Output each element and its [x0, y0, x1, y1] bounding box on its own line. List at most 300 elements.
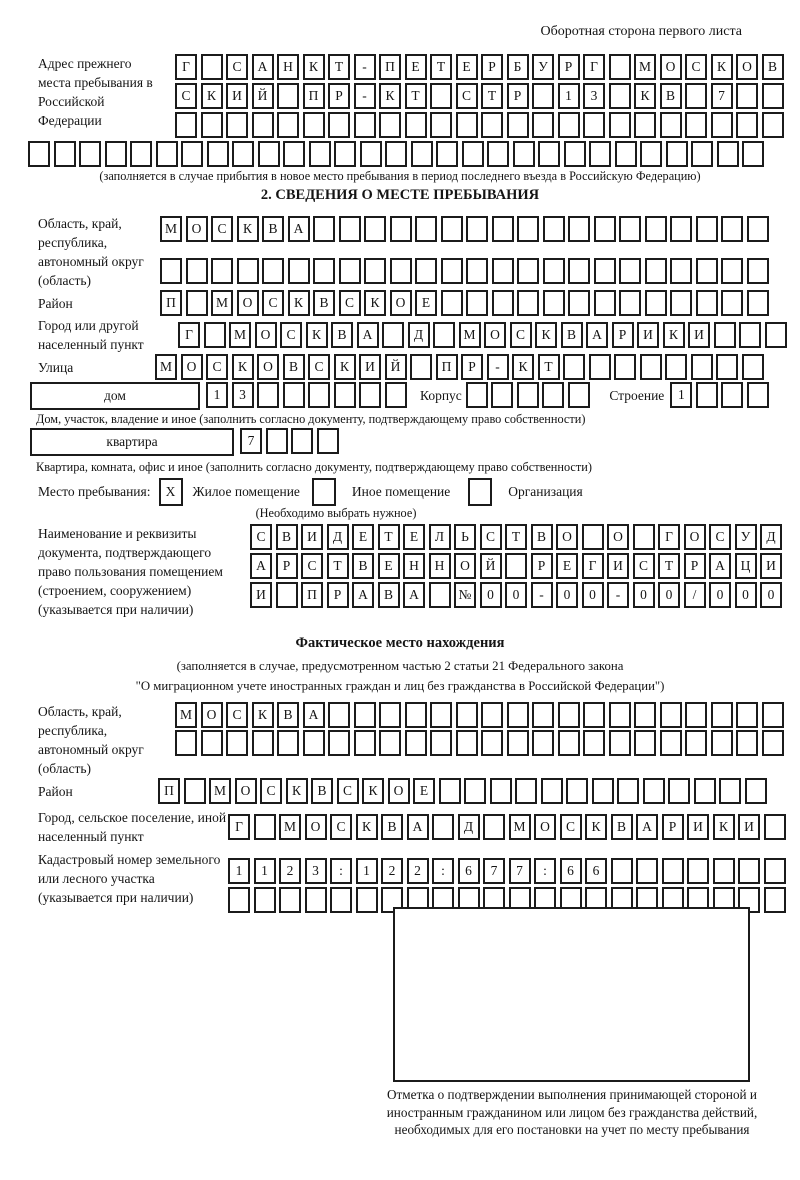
- char-box[interactable]: [254, 814, 276, 840]
- char-box[interactable]: К: [663, 322, 685, 348]
- organization-checkbox[interactable]: [468, 478, 492, 506]
- char-box[interactable]: [354, 702, 376, 728]
- char-box[interactable]: Д: [327, 524, 349, 550]
- char-box[interactable]: М: [175, 702, 197, 728]
- char-box[interactable]: Г: [178, 322, 200, 348]
- char-box[interactable]: М: [509, 814, 531, 840]
- char-box[interactable]: [609, 730, 631, 756]
- char-box[interactable]: О: [607, 524, 629, 550]
- char-box[interactable]: [483, 814, 505, 840]
- char-box[interactable]: М: [279, 814, 301, 840]
- char-box[interactable]: [668, 778, 690, 804]
- char-box[interactable]: М: [211, 290, 233, 316]
- char-box[interactable]: [466, 382, 488, 408]
- char-box[interactable]: [614, 354, 636, 380]
- other-premises-checkbox[interactable]: [312, 478, 336, 506]
- char-box[interactable]: [747, 216, 769, 242]
- char-box[interactable]: [633, 524, 655, 550]
- char-box[interactable]: [736, 112, 758, 138]
- char-box[interactable]: Р: [662, 814, 684, 840]
- char-box[interactable]: С: [685, 54, 707, 80]
- char-box[interactable]: [764, 858, 786, 884]
- char-box[interactable]: [762, 702, 784, 728]
- char-box[interactable]: [481, 702, 503, 728]
- char-box[interactable]: [594, 290, 616, 316]
- char-box[interactable]: [252, 112, 274, 138]
- char-box[interactable]: 1: [670, 382, 692, 408]
- char-box[interactable]: [492, 290, 514, 316]
- char-box[interactable]: П: [158, 778, 180, 804]
- char-box[interactable]: [738, 858, 760, 884]
- char-box[interactable]: [713, 858, 735, 884]
- char-box[interactable]: 1: [254, 858, 276, 884]
- char-box[interactable]: А: [352, 582, 374, 608]
- char-box[interactable]: [764, 887, 786, 913]
- char-box[interactable]: 0: [735, 582, 757, 608]
- char-box[interactable]: К: [232, 354, 254, 380]
- char-box[interactable]: [359, 382, 381, 408]
- char-box[interactable]: 6: [560, 858, 582, 884]
- char-box[interactable]: Ц: [735, 553, 757, 579]
- char-box[interactable]: [611, 858, 633, 884]
- char-box[interactable]: [589, 354, 611, 380]
- char-box[interactable]: [583, 730, 605, 756]
- char-box[interactable]: Е: [352, 524, 374, 550]
- char-box[interactable]: Т: [430, 54, 452, 80]
- char-box[interactable]: [390, 258, 412, 284]
- char-box[interactable]: С: [226, 702, 248, 728]
- char-box[interactable]: И: [226, 83, 248, 109]
- char-box[interactable]: [382, 322, 404, 348]
- char-box[interactable]: [339, 216, 361, 242]
- char-box[interactable]: К: [634, 83, 656, 109]
- char-box[interactable]: [517, 290, 539, 316]
- char-box[interactable]: 1: [558, 83, 580, 109]
- char-box[interactable]: [609, 83, 631, 109]
- char-box[interactable]: [517, 382, 539, 408]
- char-box[interactable]: Г: [175, 54, 197, 80]
- char-box[interactable]: [415, 258, 437, 284]
- char-box[interactable]: В: [660, 83, 682, 109]
- char-box[interactable]: [201, 54, 223, 80]
- char-box[interactable]: [462, 141, 484, 167]
- char-box[interactable]: [662, 858, 684, 884]
- char-box[interactable]: Е: [413, 778, 435, 804]
- char-box[interactable]: С: [260, 778, 282, 804]
- char-box[interactable]: [691, 354, 713, 380]
- char-box[interactable]: [491, 382, 513, 408]
- char-box[interactable]: В: [381, 814, 403, 840]
- char-box[interactable]: [385, 141, 407, 167]
- char-box[interactable]: С: [330, 814, 352, 840]
- char-box[interactable]: П: [436, 354, 458, 380]
- char-box[interactable]: [354, 730, 376, 756]
- char-box[interactable]: Г: [583, 54, 605, 80]
- char-box[interactable]: 0: [658, 582, 680, 608]
- char-box[interactable]: [226, 730, 248, 756]
- char-box[interactable]: И: [688, 322, 710, 348]
- char-box[interactable]: У: [735, 524, 757, 550]
- char-box[interactable]: Т: [327, 553, 349, 579]
- char-box[interactable]: [609, 112, 631, 138]
- char-box[interactable]: [619, 258, 641, 284]
- char-box[interactable]: [390, 216, 412, 242]
- char-box[interactable]: С: [211, 216, 233, 242]
- char-box[interactable]: [736, 83, 758, 109]
- char-box[interactable]: Н: [429, 553, 451, 579]
- char-box[interactable]: [583, 112, 605, 138]
- char-box[interactable]: [721, 216, 743, 242]
- char-box[interactable]: [156, 141, 178, 167]
- char-box[interactable]: К: [303, 54, 325, 80]
- char-box[interactable]: [685, 730, 707, 756]
- char-box[interactable]: И: [637, 322, 659, 348]
- char-box[interactable]: 0: [480, 582, 502, 608]
- char-box[interactable]: [617, 778, 639, 804]
- char-box[interactable]: [721, 382, 743, 408]
- char-box[interactable]: К: [364, 290, 386, 316]
- char-box[interactable]: Р: [327, 582, 349, 608]
- char-box[interactable]: О: [736, 54, 758, 80]
- char-box[interactable]: Й: [480, 553, 502, 579]
- char-box[interactable]: Р: [328, 83, 350, 109]
- char-box[interactable]: [54, 141, 76, 167]
- char-box[interactable]: О: [684, 524, 706, 550]
- char-box[interactable]: [313, 216, 335, 242]
- char-box[interactable]: 0: [505, 582, 527, 608]
- char-box[interactable]: [385, 382, 407, 408]
- char-box[interactable]: О: [534, 814, 556, 840]
- char-box[interactable]: О: [255, 322, 277, 348]
- char-box[interactable]: О: [237, 290, 259, 316]
- char-box[interactable]: -: [531, 582, 553, 608]
- char-box[interactable]: У: [532, 54, 554, 80]
- residential-checkbox[interactable]: X: [159, 478, 183, 506]
- char-box[interactable]: [592, 778, 614, 804]
- char-box[interactable]: 1: [206, 382, 228, 408]
- char-box[interactable]: В: [531, 524, 553, 550]
- char-box[interactable]: [736, 730, 758, 756]
- char-box[interactable]: А: [357, 322, 379, 348]
- char-box[interactable]: [277, 112, 299, 138]
- char-box[interactable]: [283, 141, 305, 167]
- char-box[interactable]: Д: [760, 524, 782, 550]
- char-box[interactable]: О: [484, 322, 506, 348]
- char-box[interactable]: :: [534, 858, 556, 884]
- char-box[interactable]: [277, 83, 299, 109]
- char-box[interactable]: [665, 354, 687, 380]
- char-box[interactable]: [594, 258, 616, 284]
- char-box[interactable]: [354, 112, 376, 138]
- char-box[interactable]: [313, 258, 335, 284]
- char-box[interactable]: О: [201, 702, 223, 728]
- char-box[interactable]: 3: [232, 382, 254, 408]
- char-box[interactable]: [257, 382, 279, 408]
- char-box[interactable]: В: [276, 524, 298, 550]
- char-box[interactable]: [507, 702, 529, 728]
- char-box[interactable]: Т: [481, 83, 503, 109]
- char-box[interactable]: В: [283, 354, 305, 380]
- char-box[interactable]: [666, 141, 688, 167]
- char-box[interactable]: В: [262, 216, 284, 242]
- char-box[interactable]: [279, 887, 301, 913]
- char-box[interactable]: [105, 141, 127, 167]
- char-box[interactable]: Р: [276, 553, 298, 579]
- char-box[interactable]: Е: [405, 54, 427, 80]
- char-box[interactable]: А: [250, 553, 272, 579]
- char-box[interactable]: [515, 778, 537, 804]
- char-box[interactable]: П: [303, 83, 325, 109]
- char-box[interactable]: К: [512, 354, 534, 380]
- char-box[interactable]: С: [262, 290, 284, 316]
- char-box[interactable]: [201, 112, 223, 138]
- char-box[interactable]: [481, 730, 503, 756]
- char-box[interactable]: Л: [429, 524, 451, 550]
- char-box[interactable]: [441, 216, 463, 242]
- char-box[interactable]: [670, 290, 692, 316]
- char-box[interactable]: [405, 730, 427, 756]
- char-box[interactable]: [415, 216, 437, 242]
- char-box[interactable]: К: [356, 814, 378, 840]
- char-box[interactable]: П: [160, 290, 182, 316]
- char-box[interactable]: [466, 258, 488, 284]
- char-box[interactable]: [645, 290, 667, 316]
- char-box[interactable]: Г: [658, 524, 680, 550]
- char-box[interactable]: Р: [481, 54, 503, 80]
- char-box[interactable]: В: [561, 322, 583, 348]
- char-box[interactable]: [507, 112, 529, 138]
- char-box[interactable]: С: [175, 83, 197, 109]
- char-box[interactable]: [430, 112, 452, 138]
- char-box[interactable]: [186, 258, 208, 284]
- char-box[interactable]: К: [286, 778, 308, 804]
- char-box[interactable]: [762, 112, 784, 138]
- char-box[interactable]: [429, 582, 451, 608]
- char-box[interactable]: -: [354, 83, 376, 109]
- char-box[interactable]: Р: [531, 553, 553, 579]
- char-box[interactable]: [745, 778, 767, 804]
- char-box[interactable]: Р: [612, 322, 634, 348]
- char-box[interactable]: В: [331, 322, 353, 348]
- char-box[interactable]: [582, 524, 604, 550]
- char-box[interactable]: [305, 887, 327, 913]
- char-box[interactable]: [643, 778, 665, 804]
- char-box[interactable]: [513, 141, 535, 167]
- char-box[interactable]: А: [288, 216, 310, 242]
- char-box[interactable]: [716, 354, 738, 380]
- char-box[interactable]: [262, 258, 284, 284]
- char-box[interactable]: [532, 702, 554, 728]
- char-box[interactable]: 6: [585, 858, 607, 884]
- char-box[interactable]: -: [354, 54, 376, 80]
- char-box[interactable]: Р: [507, 83, 529, 109]
- char-box[interactable]: [410, 354, 432, 380]
- char-box[interactable]: 6: [458, 858, 480, 884]
- char-box[interactable]: И: [359, 354, 381, 380]
- char-box[interactable]: А: [252, 54, 274, 80]
- char-box[interactable]: Р: [461, 354, 483, 380]
- char-box[interactable]: [303, 730, 325, 756]
- char-box[interactable]: [379, 702, 401, 728]
- char-box[interactable]: [542, 382, 564, 408]
- char-box[interactable]: [439, 778, 461, 804]
- char-box[interactable]: [685, 83, 707, 109]
- char-box[interactable]: [568, 216, 590, 242]
- char-box[interactable]: [532, 112, 554, 138]
- char-box[interactable]: С: [480, 524, 502, 550]
- char-box[interactable]: [543, 258, 565, 284]
- char-box[interactable]: [226, 112, 248, 138]
- char-box[interactable]: О: [305, 814, 327, 840]
- char-box[interactable]: Т: [405, 83, 427, 109]
- char-box[interactable]: В: [277, 702, 299, 728]
- char-box[interactable]: 3: [583, 83, 605, 109]
- char-box[interactable]: С: [308, 354, 330, 380]
- char-box[interactable]: В: [352, 553, 374, 579]
- char-box[interactable]: К: [379, 83, 401, 109]
- char-box[interactable]: [211, 258, 233, 284]
- char-box[interactable]: И: [760, 553, 782, 579]
- char-box[interactable]: 7: [509, 858, 531, 884]
- char-box[interactable]: О: [556, 524, 578, 550]
- char-box[interactable]: [589, 141, 611, 167]
- char-box[interactable]: 2: [381, 858, 403, 884]
- char-box[interactable]: [747, 382, 769, 408]
- char-box[interactable]: [762, 730, 784, 756]
- char-box[interactable]: М: [155, 354, 177, 380]
- char-box[interactable]: [436, 141, 458, 167]
- char-box[interactable]: К: [713, 814, 735, 840]
- char-box[interactable]: П: [379, 54, 401, 80]
- char-box[interactable]: О: [181, 354, 203, 380]
- char-box[interactable]: [492, 216, 514, 242]
- char-box[interactable]: [175, 112, 197, 138]
- char-box[interactable]: И: [250, 582, 272, 608]
- char-box[interactable]: Т: [378, 524, 400, 550]
- char-box[interactable]: 2: [279, 858, 301, 884]
- char-box[interactable]: [339, 258, 361, 284]
- char-box[interactable]: [379, 730, 401, 756]
- char-box[interactable]: И: [687, 814, 709, 840]
- char-box[interactable]: [619, 290, 641, 316]
- char-box[interactable]: [660, 112, 682, 138]
- char-box[interactable]: [430, 83, 452, 109]
- char-box[interactable]: [532, 83, 554, 109]
- char-box[interactable]: [456, 730, 478, 756]
- char-box[interactable]: Ь: [454, 524, 476, 550]
- char-box[interactable]: Т: [658, 553, 680, 579]
- char-box[interactable]: [615, 141, 637, 167]
- char-box[interactable]: [640, 354, 662, 380]
- char-box[interactable]: [277, 730, 299, 756]
- char-box[interactable]: С: [206, 354, 228, 380]
- char-box[interactable]: :: [432, 858, 454, 884]
- char-box[interactable]: 0: [760, 582, 782, 608]
- char-box[interactable]: [237, 258, 259, 284]
- char-box[interactable]: [645, 216, 667, 242]
- char-box[interactable]: С: [226, 54, 248, 80]
- char-box[interactable]: В: [611, 814, 633, 840]
- char-box[interactable]: [130, 141, 152, 167]
- char-box[interactable]: Н: [403, 553, 425, 579]
- char-box[interactable]: М: [459, 322, 481, 348]
- char-box[interactable]: [207, 141, 229, 167]
- char-box[interactable]: [266, 428, 288, 454]
- char-box[interactable]: 3: [305, 858, 327, 884]
- char-box[interactable]: 0: [633, 582, 655, 608]
- char-box[interactable]: И: [607, 553, 629, 579]
- char-box[interactable]: К: [306, 322, 328, 348]
- char-box[interactable]: К: [252, 702, 274, 728]
- char-box[interactable]: А: [709, 553, 731, 579]
- char-box[interactable]: [441, 258, 463, 284]
- char-box[interactable]: О: [454, 553, 476, 579]
- char-box[interactable]: [721, 258, 743, 284]
- char-box[interactable]: И: [738, 814, 760, 840]
- char-box[interactable]: [330, 887, 352, 913]
- char-box[interactable]: [258, 141, 280, 167]
- char-box[interactable]: [714, 322, 736, 348]
- char-box[interactable]: [356, 887, 378, 913]
- char-box[interactable]: Р: [558, 54, 580, 80]
- char-box[interactable]: 0: [709, 582, 731, 608]
- char-box[interactable]: [328, 112, 350, 138]
- char-box[interactable]: [691, 141, 713, 167]
- char-box[interactable]: [181, 141, 203, 167]
- char-box[interactable]: К: [201, 83, 223, 109]
- char-box[interactable]: [764, 814, 786, 840]
- char-box[interactable]: 7: [240, 428, 262, 454]
- char-box[interactable]: Б: [507, 54, 529, 80]
- char-box[interactable]: [711, 702, 733, 728]
- char-box[interactable]: [543, 216, 565, 242]
- char-box[interactable]: С: [337, 778, 359, 804]
- char-box[interactable]: [634, 112, 656, 138]
- char-box[interactable]: [517, 258, 539, 284]
- char-box[interactable]: [711, 730, 733, 756]
- char-box[interactable]: [405, 112, 427, 138]
- char-box[interactable]: [490, 778, 512, 804]
- char-box[interactable]: В: [378, 582, 400, 608]
- char-box[interactable]: [685, 112, 707, 138]
- char-box[interactable]: [441, 290, 463, 316]
- char-box[interactable]: [432, 814, 454, 840]
- char-box[interactable]: [466, 290, 488, 316]
- char-box[interactable]: С: [709, 524, 731, 550]
- char-box[interactable]: [736, 702, 758, 728]
- char-box[interactable]: [317, 428, 339, 454]
- char-box[interactable]: Т: [328, 54, 350, 80]
- char-box[interactable]: К: [334, 354, 356, 380]
- char-box[interactable]: 2: [407, 858, 429, 884]
- char-box[interactable]: [609, 702, 631, 728]
- char-box[interactable]: [283, 382, 305, 408]
- char-box[interactable]: [558, 112, 580, 138]
- char-box[interactable]: [175, 730, 197, 756]
- char-box[interactable]: [464, 778, 486, 804]
- char-box[interactable]: В: [311, 778, 333, 804]
- char-box[interactable]: А: [303, 702, 325, 728]
- char-box[interactable]: С: [560, 814, 582, 840]
- char-box[interactable]: [742, 141, 764, 167]
- char-box[interactable]: А: [407, 814, 429, 840]
- char-box[interactable]: Д: [408, 322, 430, 348]
- char-box[interactable]: М: [634, 54, 656, 80]
- char-box[interactable]: [583, 702, 605, 728]
- char-box[interactable]: /: [684, 582, 706, 608]
- char-box[interactable]: [364, 216, 386, 242]
- char-box[interactable]: [201, 730, 223, 756]
